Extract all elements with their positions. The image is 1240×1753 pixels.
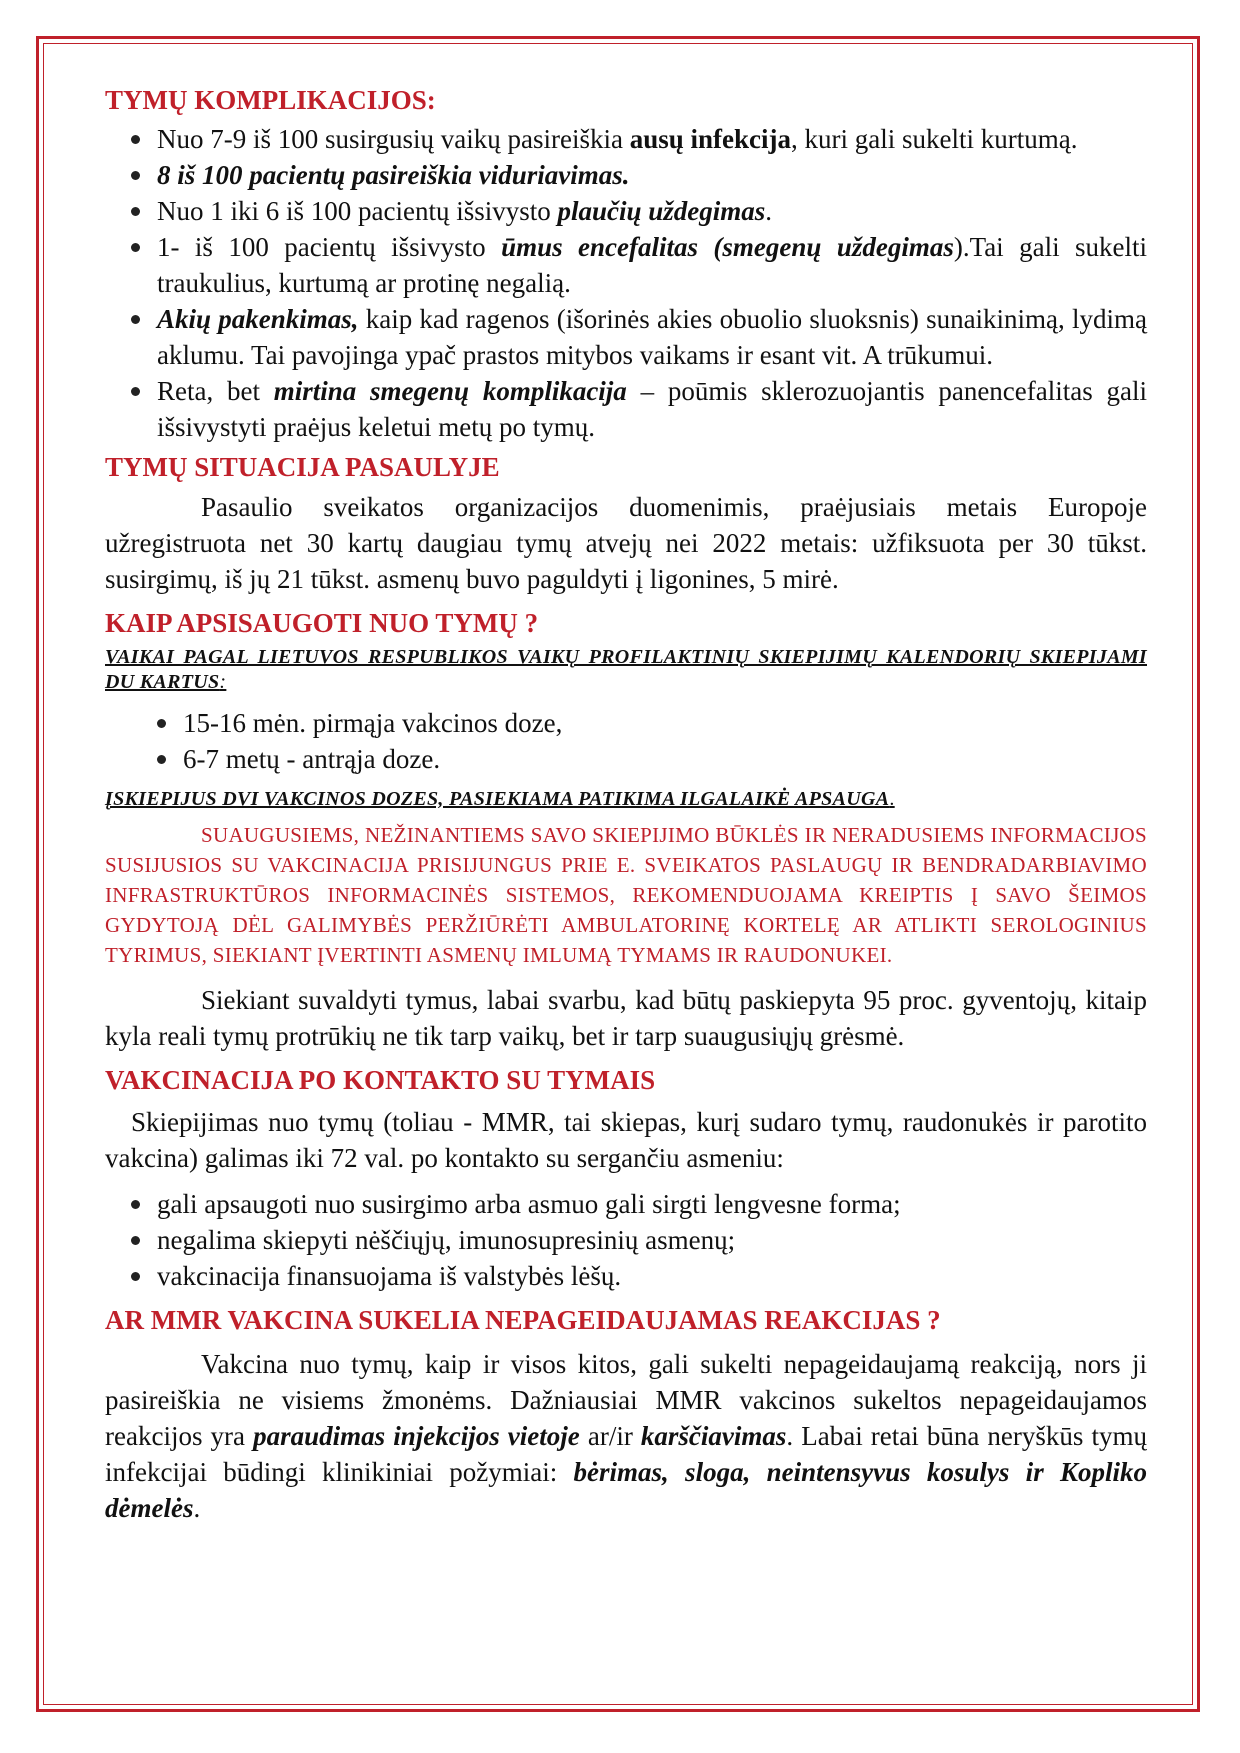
list-item <box>105 121 1147 157</box>
list-item-text: Reta, bet mirtina smegenų komplikacija – poūmis sklerozuojantis panencefalitas gali išsivystyti praėjus keletui metų po tymų. <box>157 376 1147 442</box>
heading-po-kontakto: VAKCINACIJA PO KONTAKTO SU TYMAIS <box>105 1065 656 1095</box>
list-item-text: vakcinacija finansuojama iš valstybės lėšų. <box>157 1261 622 1291</box>
doses-list <box>105 705 1147 777</box>
contact-list <box>105 1186 1147 1294</box>
situacija-paragraph: Pasaulio sveikatos organizacijos duomenimis, praėjusiais metais Europoje užregistruota net 30 kartų daugiau tymų atvejų nei 2022 metais: užfiksuota per 30 tūkst. susirgimų, iš jų 21 tūkst. asmenų buvo paguldyti į ligonines, 5 mirė. <box>105 492 1147 594</box>
list-item-text: Akių pakenkimas, kaip kad ragenos (išorinės akies obuolio sluoksnis) sunaikinimą, lydimą aklumu. Tai pavojinga ypač prastos mitybos vaikams ir esant vit. A trūkumui. <box>157 304 1147 370</box>
list-item-text: negalima skiepyti nėščiųjų, imunosupresinių asmenų; <box>157 1225 736 1255</box>
list-item-text: 1- iš 100 pacientų išsivysto ūmus encefalitas (smegenų uždegimas).Tai gali sukelti traukulius, kurtumą ar protinę negalią. <box>157 232 1147 298</box>
coverage-paragraph: Siekiant suvaldyti tymus, labai svarbu, kad būtų paskiepyta 95 proc. gyventojų, kitaip kyla reali tymų protrūkių ne tik tarp vaikų, bet ir tarp suaugusiųjų grėsmė. <box>105 985 1147 1051</box>
list-item-text: Nuo 7-9 iš 100 susirgusių vaikų pasireiškia ausų infekcija, kuri gali sukelti kurtumą. <box>157 124 1078 154</box>
heading-reakcijos: AR MMR VAKCINA SUKELIA NEPAGEIDAUJAMAS REAKCIJAS ? <box>105 1305 941 1335</box>
heading-situacija: TYMŲ SITUACIJA PASAULYJE <box>105 452 500 482</box>
schedule-subheading-suffix: : <box>219 671 227 693</box>
list-item <box>105 157 1147 193</box>
protection-note-suffix: . <box>889 788 895 810</box>
bullet-icon <box>131 243 140 252</box>
bullet-icon <box>131 1236 140 1245</box>
list-item <box>105 229 1147 301</box>
bullet-icon <box>131 171 140 180</box>
list-item-text: Nuo 1 iki 6 iš 100 pacientų išsivysto plaučių uždegimas. <box>157 196 773 226</box>
complications-list <box>105 121 1147 445</box>
list-item <box>105 193 1147 229</box>
bullet-icon <box>131 207 140 216</box>
bullet-icon <box>131 315 140 324</box>
adult-notice: SUAUGUSIEMS, NEŽINANTIEMS SAVO SKIEPIJIMO BŪKLĖS IR NERADUSIEMS INFORMACIJOS SUSIJUSIOS SU VAKCINACIJA PRISIJUNGUS PRIE E. SVEIKATOS PASLAUGŲ IR BENDRADARBIAVIMO INFRASTRUKTŪROS INFORMACINĖS SISTEMOS, REKOMENDUOJAMA KREIPTIS Į SAVO ŠEIMOS GYDYTOJĄ DĖL GALIMYBĖS PERŽIŪRĖTI AMBULATORINĘ KORTELĘ AR ATLIKTI SEROLOGINIUS TYRIMUS, SIEKIANT ĮVERTINTI ASMENŲ IMLUMĄ TYMAMS IR RAUDONUKEI. <box>105 823 1147 967</box>
heading-apsisaugoti: KAIP APSISAUGOTI NUO TYMŲ ? <box>105 608 539 638</box>
list-item <box>105 1222 1147 1258</box>
bullet-icon <box>131 1272 140 1281</box>
schedule-subheading <box>105 645 1147 695</box>
list-item <box>105 373 1147 445</box>
reakcijos-paragraph: Vakcina nuo tymų, kaip ir visos kitos, gali sukelti nepageidaujamą reakciją, nors ji pasireiškia ne visiems žmonėms. Dažniausiai MMR vakcinos sukeltos nepageidaujamos reakcijos yra paraudimas injekcijos vietoje ar/ir karščiavimas. Labai retai būna neryškūs tymų infekcijai būdingi klinikiniai požymiai: bėrimas, sloga, neintensyvus kosulys ir Kopliko dėmelės. <box>105 1349 1147 1523</box>
list-item-text: 15-16 mėn. pirmąja vakcinos doze, <box>183 708 563 738</box>
list-item <box>105 1258 1147 1294</box>
list-item <box>105 301 1147 373</box>
bullet-icon <box>131 1200 140 1209</box>
list-item <box>105 1186 1147 1222</box>
list-item <box>105 741 1147 777</box>
list-item-text: 8 iš 100 pacientų pasireiškia viduriavimas. <box>157 160 630 190</box>
bullet-icon <box>131 135 140 144</box>
bullet-icon <box>157 719 166 728</box>
bullet-icon <box>157 755 166 764</box>
list-item <box>105 705 1147 741</box>
po-kontakto-paragraph: Skiepijimas nuo tymų (toliau - MMR, tai skiepas, kurį sudaro tymų, raudonukės ir parotito vakcina) galimas iki 72 val. po kontakto su sergančiu asmeniu: <box>105 1107 1147 1173</box>
protection-note-text: ĮSKIEPIJUS DVI VAKCINOS DOZES, PASIEKIAMA PATIKIMA ILGALAIKĖ APSAUGA <box>105 788 890 810</box>
bullet-icon <box>131 387 140 396</box>
list-item-text: 6-7 metų - antrąja doze. <box>183 744 441 774</box>
list-item-text: gali apsaugoti nuo susirgimo arba asmuo gali sirgti lengvesne forma; <box>157 1189 901 1219</box>
schedule-subheading-text: VAIKAI PAGAL LIETUVOS RESPUBLIKOS VAIKŲ PROFILAKTINIŲ SKIEPIJIMŲ KALENDORIŲ SKIEPIJAMI DU KARTUS <box>105 646 1147 693</box>
protection-note <box>105 787 1147 812</box>
document-content <box>105 82 1147 1526</box>
heading-komplikacijos: TYMŲ KOMPLIKACIJOS: <box>105 85 436 115</box>
